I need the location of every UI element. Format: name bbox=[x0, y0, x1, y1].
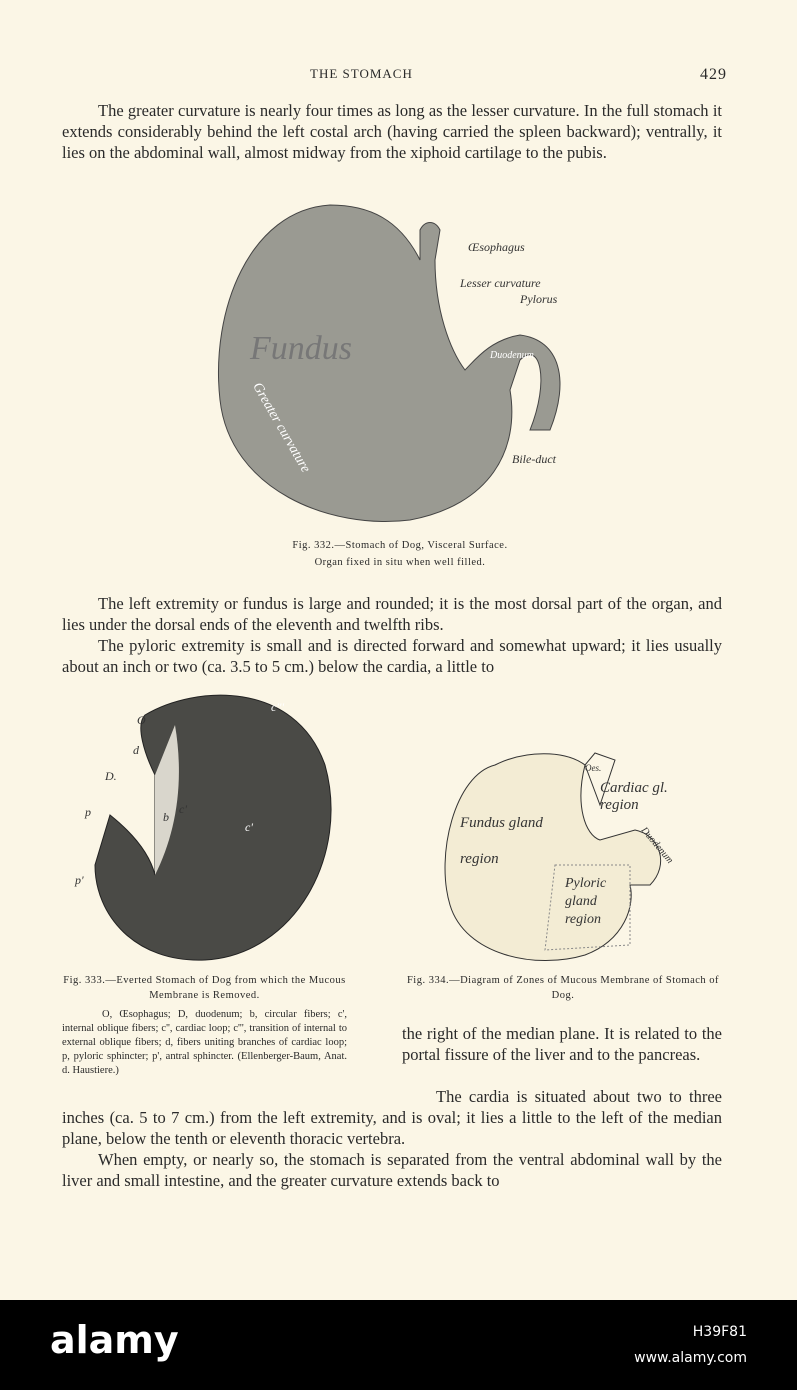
paragraph-6: When empty, or nearly so, the stomach is separated from the ventral abdominal wall by the liver and small intestine, and the greater curvature extends back to bbox=[62, 1150, 722, 1190]
watermark-banner bbox=[0, 1300, 797, 1390]
page-number: 429 bbox=[700, 66, 727, 83]
running-title: THE STOMACH bbox=[310, 66, 413, 81]
label-c-prime-2: c' bbox=[245, 820, 253, 834]
label-D: D. bbox=[105, 769, 117, 783]
figure-333 bbox=[75, 685, 345, 965]
paragraph-5: The cardia is situated about two to three inches (ca. 5 to 7 cm.) from the left extremity, and is oval; it lies a little to the left of the median plane, below the tenth or eleventh thoracic vertebra. bbox=[62, 1087, 722, 1148]
everted-stomach-illustration bbox=[75, 685, 345, 965]
label-fundus: Fundus bbox=[250, 330, 352, 367]
fig-333-caption: Fig. 333.—Everted Stomach of Dog from which the Mucous Membrane is Removed. bbox=[63, 975, 346, 1001]
fig-332-caption: Fig. 332.—Stomach of Dog, Visceral Surface. bbox=[292, 540, 508, 551]
label-duodenum-334: Duodenum bbox=[638, 825, 676, 866]
watermark-code: H39F81 bbox=[692, 1324, 747, 1340]
label-fundus-region: Fundus gland region bbox=[460, 815, 543, 867]
paragraph-2: The left extremity or fundus is large and rounded; it is the most dorsal part of the organ, and lies under the dorsal ends of the eleventh and twelfth ribs. bbox=[62, 594, 722, 634]
label-bile-duct: Bile-duct bbox=[512, 452, 556, 466]
figure-334 bbox=[435, 745, 695, 970]
label-oesophagus: Œsophagus bbox=[468, 240, 525, 254]
label-p: p bbox=[85, 805, 91, 819]
label-c-prime: c' bbox=[179, 802, 187, 816]
watermark-site: www.alamy.com bbox=[634, 1350, 747, 1366]
label-pylorus: Pylorus bbox=[520, 292, 558, 306]
paragraph-4: the right of the median plane. It is related to the portal fissure of the liver and to the pancreas. bbox=[402, 1024, 722, 1064]
label-lesser-curvature: Lesser curvature bbox=[460, 276, 541, 290]
paragraph-1: The greater curvature is nearly four times as long as the lesser curvature. In the full stomach it extends considerably behind the left costal arch (having carried the spleen backward); ventrally, it lies on the abdominal wall, almost midway from the xiphoid cartilage to the pubis. bbox=[62, 101, 722, 162]
label-pyloric-region: Pyloric gland region bbox=[565, 876, 607, 927]
fig-332-subcaption: Organ fixed in situ when well filled. bbox=[314, 557, 486, 568]
label-c-triple-prime: c''' bbox=[271, 700, 285, 714]
fig-333-legend: O, Œsophagus; D, duodenum; b, circular fibers; c', internal oblique fibers; c'', cardiac loop; c''', transition of internal to external oblique fibers; d, fibers uniting branches of cardiac loop; p, pyloric sphincter; p', antral sphincter. (Ellenberger-Baum, Anat. d. Haustiere.) bbox=[62, 1009, 347, 1076]
figure-332 bbox=[210, 200, 590, 530]
watermark-brand: alamy bbox=[50, 1318, 179, 1362]
label-greater-curvature: Greater curvature bbox=[249, 380, 313, 476]
label-duodenum: Duodenum bbox=[490, 350, 534, 361]
label-cardiac-region: Cardiac gl. region bbox=[600, 780, 668, 813]
label-d: d bbox=[133, 743, 139, 757]
label-oes: Oes. bbox=[585, 763, 602, 773]
fig-334-caption: Fig. 334.—Diagram of Zones of Mucous Membrane of Stomach of Dog. bbox=[406, 975, 720, 1001]
label-O: O bbox=[137, 713, 146, 727]
paragraph-3: The pyloric extremity is small and is directed forward and somewhat upward; it lies usually about an inch or two (ca. 3.5 to 5 cm.) below the cardia, a little to bbox=[62, 636, 722, 676]
label-p-prime: p' bbox=[75, 873, 84, 887]
label-b: b bbox=[163, 810, 169, 824]
